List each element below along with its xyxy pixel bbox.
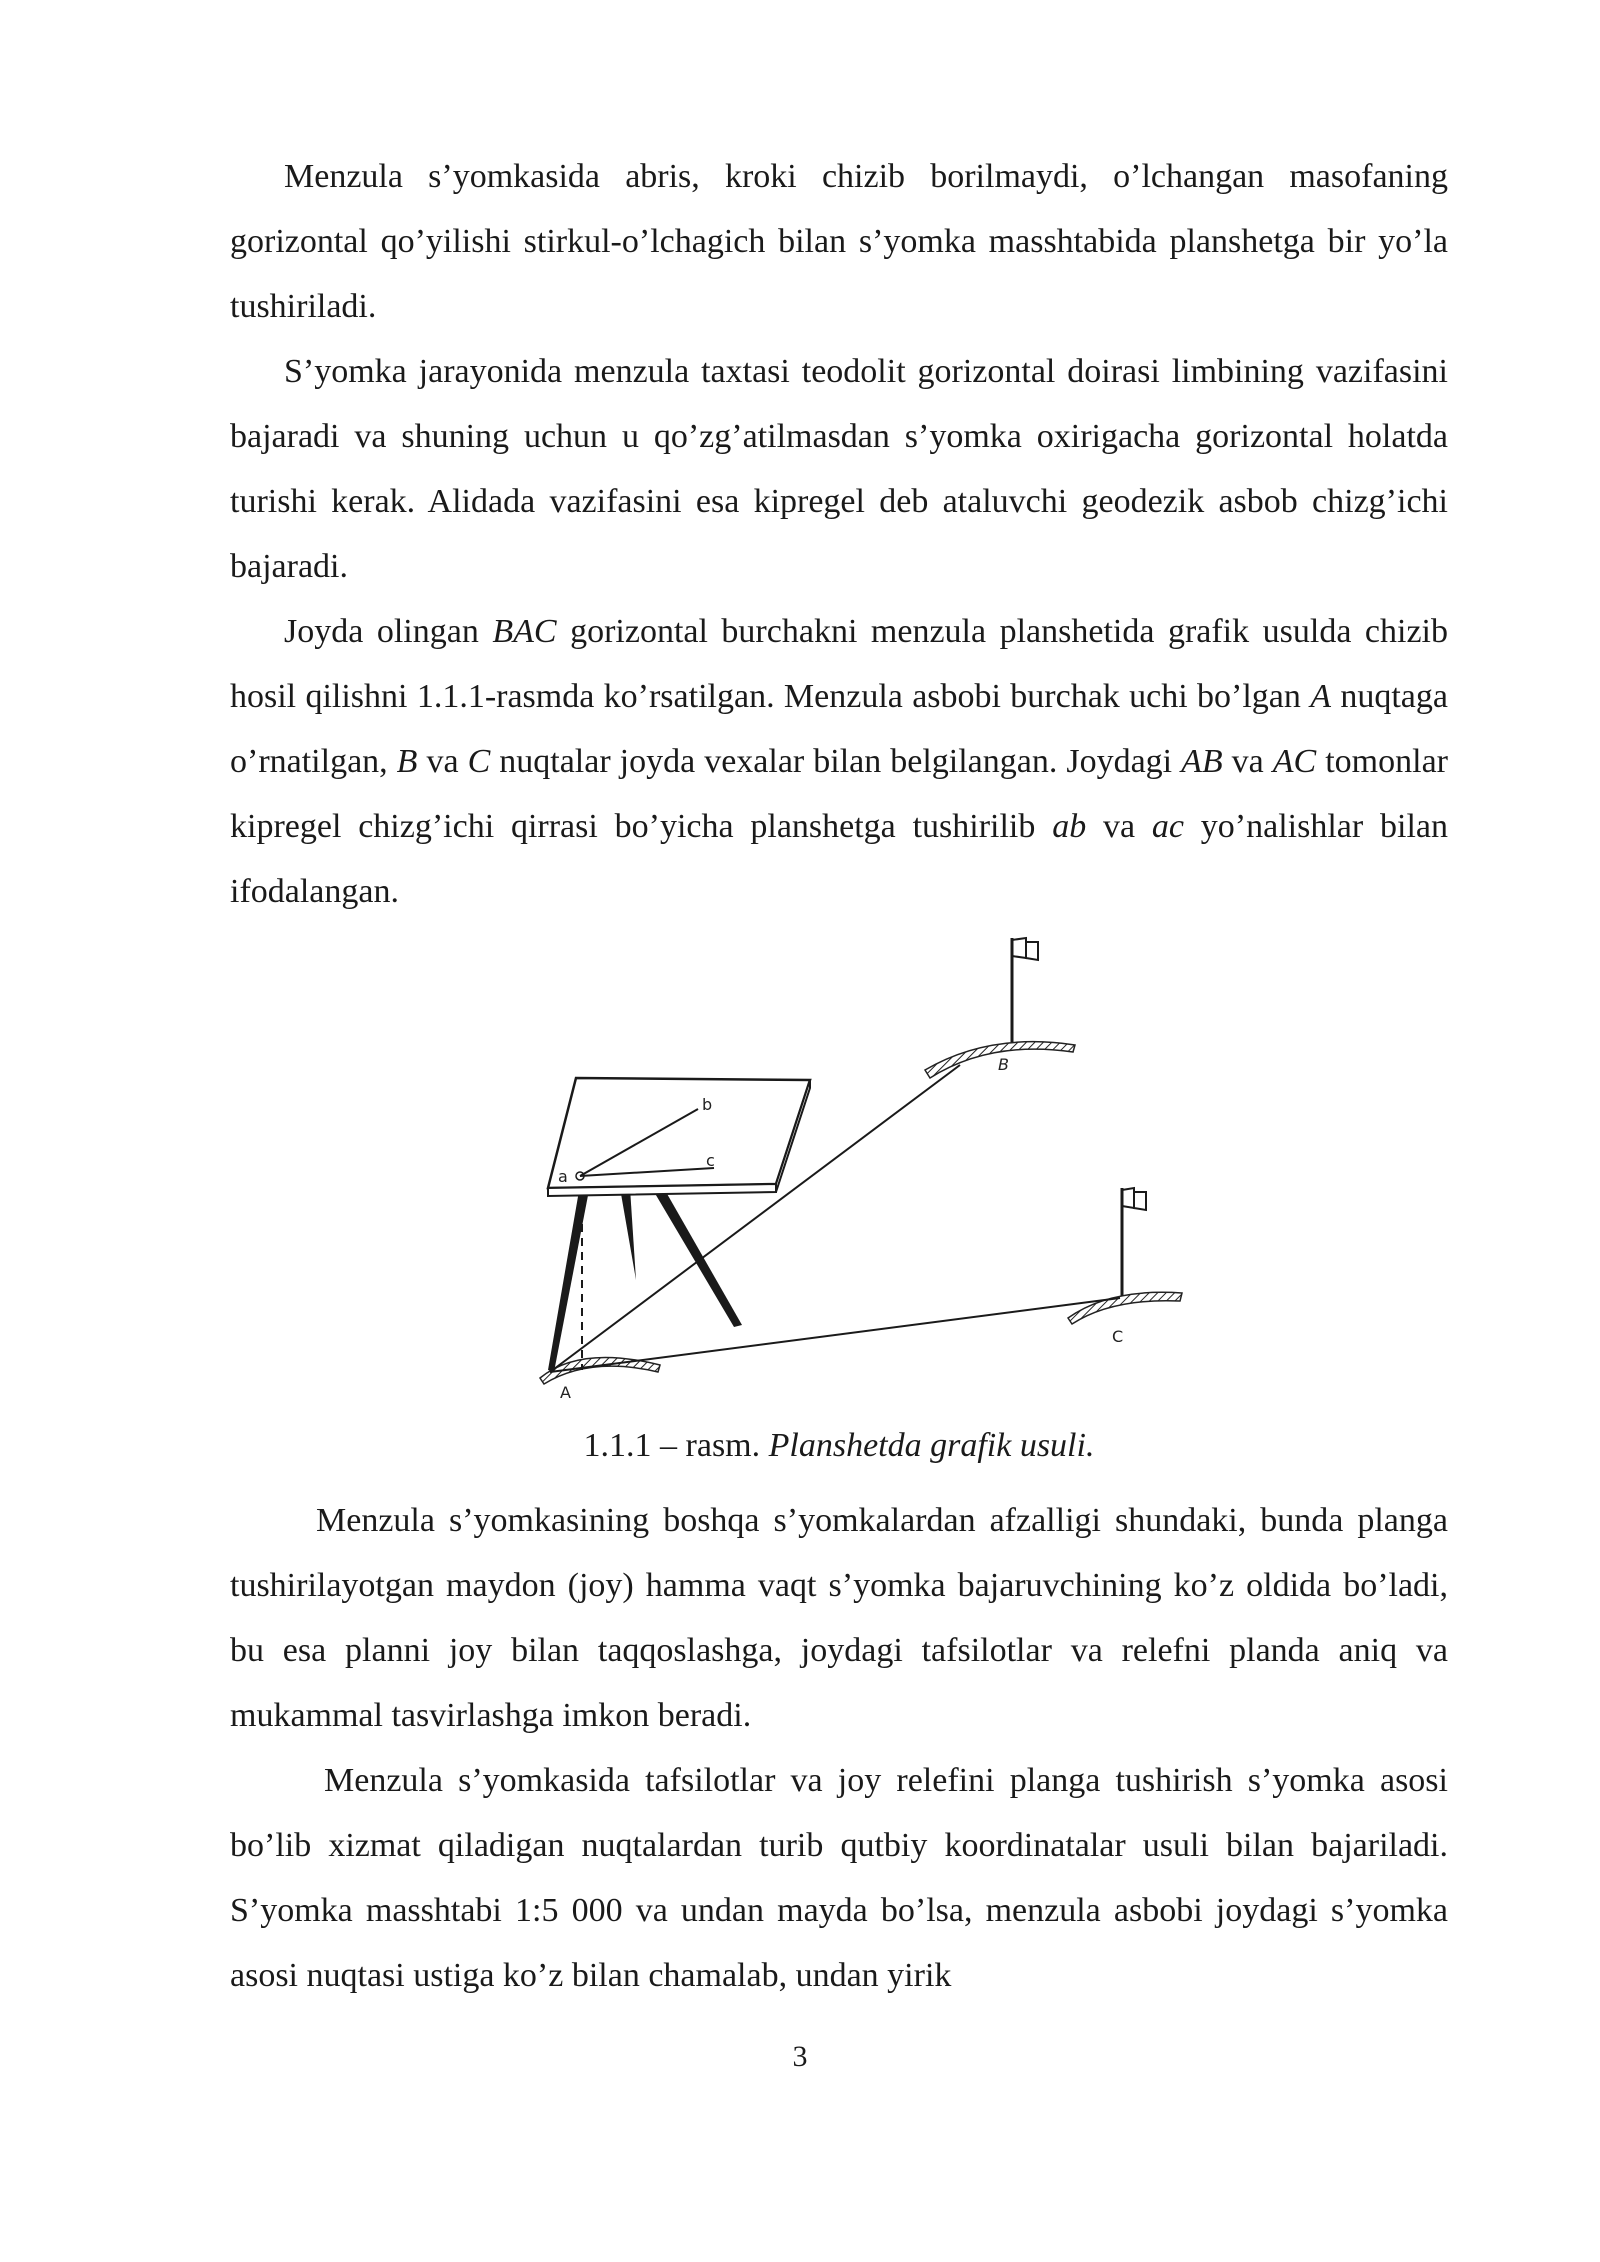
paragraph-3-text-1: Joyda olingan bbox=[284, 613, 493, 650]
paragraph-3 bbox=[230, 599, 1448, 924]
point-b-label: B bbox=[396, 743, 418, 780]
figure-label-c: c bbox=[706, 1151, 715, 1170]
paragraph-3-text-5: nuqtalar joyda vexalar bilan belgilangan. Joydagi bbox=[490, 743, 1182, 780]
figure-label-B: B bbox=[998, 1055, 1009, 1074]
plane-table-figure bbox=[520, 920, 1200, 1400]
plane-table-board bbox=[548, 1078, 810, 1196]
figure-label-A: A bbox=[560, 1383, 571, 1400]
direction-ac-label: ac bbox=[1151, 808, 1184, 845]
direction-ab-label: ab bbox=[1052, 808, 1087, 845]
point-a-label: A bbox=[1310, 678, 1332, 715]
paragraph-2: S’yomka jarayonida menzula taxtasi teodolit gorizontal doirasi limbining vazifasini bajaradi va shuning uchun u qo’zg’atilmasdan s’yomka oxirigacha gorizontal holatda turishi kerak. Alidada vazifasini esa kipregel deb ataluvchi geodezik asbob chizg’ichi bajaradi. bbox=[230, 353, 1448, 585]
side-ab-label: AB bbox=[1181, 743, 1223, 780]
paragraph-3-text-4: va bbox=[417, 743, 468, 780]
caption-number: 1.1.1 – rasm. bbox=[583, 1427, 761, 1464]
figure-label-a: a bbox=[558, 1167, 568, 1186]
page-number: 3 bbox=[792, 2040, 808, 2073]
side-ac-label: AC bbox=[1272, 743, 1317, 780]
paragraph-5: Menzula s’yomkasida tafsilotlar va joy relefini planga tushirish s’yomka asosi bo’lib xizmat qiladigan nuqtalardan turib qutbiy koordinatalar usuli bilan bajariladi. S’yomka masshtabi 1:5 000 va undan mayda bo’lsa, menzula asbobi joydagi s’yomka asosi nuqtasi ustiga ko’z bilan chamalab, undan yirik bbox=[230, 1762, 1448, 1994]
ground-mound-c bbox=[1068, 1292, 1182, 1324]
paragraph-4: Menzula s’yomkasining boshqa s’yomkalardan afzalligi shundaki, bunda planga tushirilayotgan maydon (joy) hamma vaqt s’yomka bajaruvchining ko’z oldida bo’ladi, bu esa planni joy bilan taqqoslashga, joydagi tafsilotlar va relefni planda aniq va mukammal tasvirlashga imkon beradi. bbox=[230, 1502, 1448, 1734]
paragraph-3-text-9: yo’nalishlar bilan ifodalangan. bbox=[230, 808, 1448, 910]
paragraph-3-text-8: va bbox=[1086, 808, 1152, 845]
paragraph-3-text-7: tomonlar kipregel chizg’ichi qirrasi bo’yicha planshetga tushirilib bbox=[230, 743, 1448, 845]
figure-label-b: b bbox=[702, 1095, 713, 1114]
paragraph-3-text-2: gorizontal burchakni menzula planshetida grafik usulda chizib hosil qilishni 1.1.1-rasmda ko’rsatilgan. Menzula asbobi burchak uchi bo’lgan bbox=[230, 613, 1448, 715]
paragraph-3-text-3: nuqtaga o’rnatilgan, bbox=[230, 678, 1448, 780]
figure-label-C: C bbox=[1112, 1327, 1124, 1346]
angle-bac-label: BAC bbox=[492, 613, 557, 650]
tripod bbox=[548, 1185, 742, 1372]
paragraph-1: Menzula s’yomkasida abris, kroki chizib borilmaydi, o’lchangan masofaning gorizontal qo’yilishi stirkul-o’lchagich bilan s’yomka masshtabida planshetga bir yo’la tushiriladi. bbox=[230, 158, 1448, 325]
range-pole-b bbox=[1012, 938, 1038, 1042]
figure-caption bbox=[230, 1413, 1448, 1478]
caption-title: Planshetda grafik usuli. bbox=[768, 1427, 1095, 1464]
paragraph-3-text-6: va bbox=[1222, 743, 1273, 780]
point-c-label: C bbox=[467, 743, 491, 780]
range-pole-c bbox=[1122, 1188, 1146, 1296]
